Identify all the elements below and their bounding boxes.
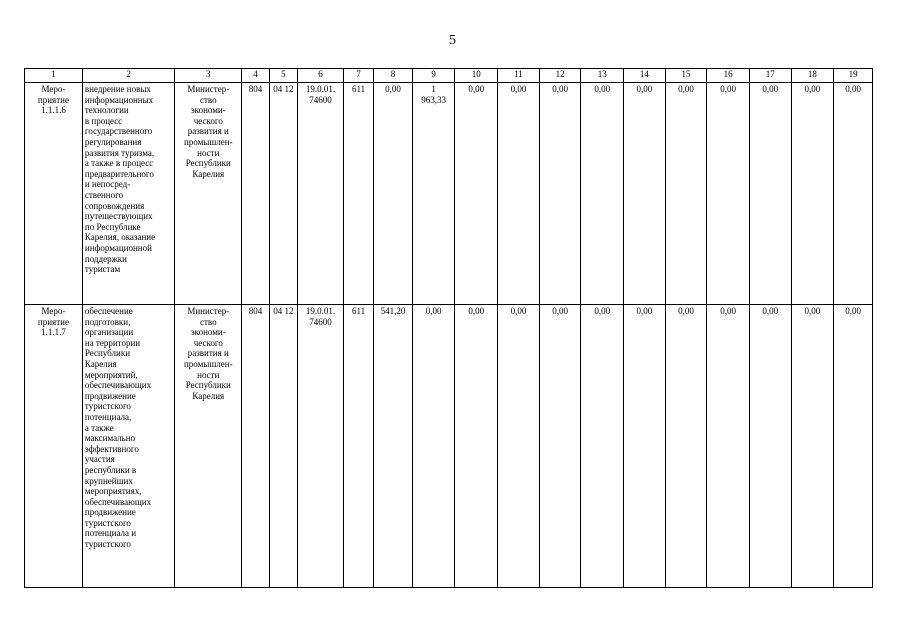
header-cell-18: 18 (791, 69, 834, 83)
activity-description-cell-line: потенциала и (84, 528, 137, 539)
activity-description-cell-line: туристского (84, 517, 131, 528)
value-cell: 0,00 (665, 83, 707, 305)
activity-description-cell-line: по Республике (84, 221, 141, 232)
executor-cell-line: Карелия (192, 390, 225, 401)
activity-description-cell (82, 305, 174, 588)
header-cell-11: 11 (498, 69, 540, 83)
header-cell-2: 2 (82, 69, 174, 83)
value-cell: 0,00 (707, 83, 750, 305)
activity-description-cell-line: Карелия, оказание (84, 232, 156, 243)
activity-description-cell-line: обеспечивающих (84, 496, 152, 507)
activity-id-cell-line: 1.1.1.7 (41, 327, 66, 338)
header-cell-19: 19 (834, 69, 873, 83)
page-number: 5 (449, 33, 456, 48)
header-cell-16: 16 (707, 69, 750, 83)
executor-cell-line: экономи- (190, 105, 226, 116)
activity-description-cell-line: а также (84, 422, 114, 433)
value-cell: 0,00 (581, 83, 624, 305)
activity-description-cell-line: сопровождения (84, 200, 145, 211)
activity-id-cell-line: Меро- (41, 306, 66, 316)
activity-description-cell-line: поддержки (84, 253, 127, 264)
header-cell-13: 13 (581, 69, 624, 83)
value-cell: 0,00 (455, 83, 498, 305)
header-cell-8: 8 (374, 69, 413, 83)
target-article-cell (298, 305, 344, 588)
executor-cell-line: ство (199, 94, 217, 105)
expense-type-cell: 611 (343, 83, 373, 305)
table-row (25, 305, 873, 588)
value-cell: 0,00 (455, 305, 498, 588)
header-cell-5: 5 (269, 69, 297, 83)
target-article-cell-line: 74600 (309, 94, 332, 105)
executor-cell-line: Республики (185, 380, 231, 391)
executor-cell-line: ности (197, 147, 220, 158)
activity-description-cell-line: путешествующих (84, 211, 153, 222)
activity-description-cell-line: технологии (84, 105, 129, 116)
executor-cell-line: экономи- (190, 327, 226, 338)
header-cell-9: 9 (412, 69, 455, 83)
activity-description-cell-line: крупнейших (84, 475, 133, 486)
executor-cell-line: промышлен- (183, 358, 233, 369)
executor-cell-line: Карелия (192, 168, 225, 179)
executor-cell-line: ности (197, 369, 220, 380)
activity-description-cell-line: а также в процесс (84, 158, 154, 169)
section-code-cell: 04 12 (269, 305, 297, 588)
executor-cell-line: развития и (187, 126, 229, 137)
value-cell: 0,00 (665, 305, 707, 588)
section-code-cell: 04 12 (269, 83, 297, 305)
header-row (25, 69, 873, 83)
activity-description-cell-line: туристам (84, 264, 121, 275)
activity-description-cell-line: республики в (84, 464, 137, 475)
header-cell-10: 10 (455, 69, 498, 83)
activity-id-cell-line: 1.1.1.6 (41, 105, 66, 116)
header-cell-4: 4 (242, 69, 269, 83)
activity-id-cell (25, 305, 83, 588)
value-cell: 0,00 (749, 83, 791, 305)
activity-description-cell-line: туристского (84, 539, 131, 550)
activity-description-cell-line: потенциала, (84, 411, 132, 422)
target-article-cell-line: 19.0.01. (305, 306, 336, 316)
executor-cell-line: развития и (187, 348, 229, 359)
header-cell-14: 14 (624, 69, 666, 83)
value-cell: 0,00 (791, 83, 834, 305)
value-cell: 541,20 (374, 305, 413, 588)
activity-id-cell-line: приятие (37, 94, 69, 105)
value-cell: 0,00 (791, 305, 834, 588)
grbs-code-cell: 804 (242, 305, 269, 588)
value-cell: 0,00 (749, 305, 791, 588)
value-cell (412, 305, 455, 588)
activity-description-cell-line: мероприятий, (84, 369, 138, 380)
value-cell: 0,00 (707, 305, 750, 588)
executor-cell-line: Республики (185, 158, 231, 169)
activity-description-cell-line: подготовки, (84, 316, 131, 327)
activity-description-cell-line: Карелия (84, 358, 117, 369)
activity-description-cell-line: внедрение новых (84, 84, 151, 94)
executor-cell (175, 83, 242, 305)
header-cell-6: 6 (298, 69, 344, 83)
executor-cell-line: ческого (193, 115, 223, 126)
executor-cell (175, 305, 242, 588)
activity-description-cell-line: участия (84, 454, 115, 465)
activity-description-cell-line: Республики (84, 348, 131, 359)
header-cell-15: 15 (665, 69, 707, 83)
activity-description-cell-line: максимально (84, 433, 136, 444)
activity-description-cell-line: информационных (84, 94, 154, 105)
value-cell: 0,00 (834, 305, 873, 588)
expense-type-cell: 611 (343, 305, 373, 588)
target-article-cell (298, 83, 344, 305)
value-cell-line: 1 (431, 84, 436, 94)
header-cell-7: 7 (343, 69, 373, 83)
value-cell: 0,00 (539, 83, 581, 305)
value-cell (412, 83, 455, 305)
activity-id-cell (25, 83, 83, 305)
value-cell-line: 963,33 (421, 94, 447, 105)
header-cell-12: 12 (539, 69, 581, 83)
value-cell: 0,00 (498, 305, 540, 588)
executor-cell-line: Министер- (187, 306, 230, 316)
target-article-cell-line: 19.0.01. (305, 84, 336, 94)
activity-description-cell-line: информационной (84, 242, 152, 253)
grbs-code-cell: 804 (242, 83, 269, 305)
executor-cell-line: ство (199, 316, 217, 327)
activity-description-cell-line: мероприятиях, (84, 486, 142, 497)
activity-description-cell-line: и непосред- (84, 179, 131, 190)
header-cell-17: 17 (749, 69, 791, 83)
value-cell: 0,00 (498, 83, 540, 305)
value-cell: 0,00 (624, 305, 666, 588)
activity-description-cell-line: организации (84, 327, 134, 338)
activity-id-cell-line: Меро- (41, 84, 66, 94)
target-article-cell-line: 74600 (309, 316, 332, 327)
executor-cell-line: Министер- (187, 84, 230, 94)
activity-description-cell-line: на территории (84, 337, 141, 348)
activity-description-cell-line: ственного (84, 189, 124, 200)
table-row (25, 83, 873, 305)
value-cell: 0,00 (624, 83, 666, 305)
activity-description-cell-line: регулирования (84, 136, 142, 147)
activity-description-cell-line: государственного (84, 126, 153, 137)
value-cell: 0,00 (374, 83, 413, 305)
activity-id-cell-line: приятие (37, 316, 69, 327)
activity-description-cell-line: эффективного (84, 443, 139, 454)
activity-description-cell-line: предварительного (84, 168, 154, 179)
activity-description-cell-line: развития туризма, (84, 147, 155, 158)
executor-cell-line: промышлен- (183, 136, 233, 147)
value-cell: 0,00 (834, 83, 873, 305)
activity-description-cell-line: обеспечивающих (84, 380, 152, 391)
budget-table (24, 68, 873, 588)
value-cell: 0,00 (539, 305, 581, 588)
value-cell-line: 0,00 (425, 306, 442, 316)
activity-description-cell-line: продвижение (84, 390, 136, 401)
executor-cell-line: ческого (193, 337, 223, 348)
header-cell-3: 3 (175, 69, 242, 83)
activity-description-cell (82, 83, 174, 305)
activity-description-cell-line: обеспечение (84, 306, 133, 316)
header-cell-1: 1 (25, 69, 83, 83)
activity-description-cell-line: в процесс (84, 115, 123, 126)
value-cell: 0,00 (581, 305, 624, 588)
activity-description-cell-line: туристского (84, 401, 131, 412)
activity-description-cell-line: продвижение (84, 507, 136, 518)
